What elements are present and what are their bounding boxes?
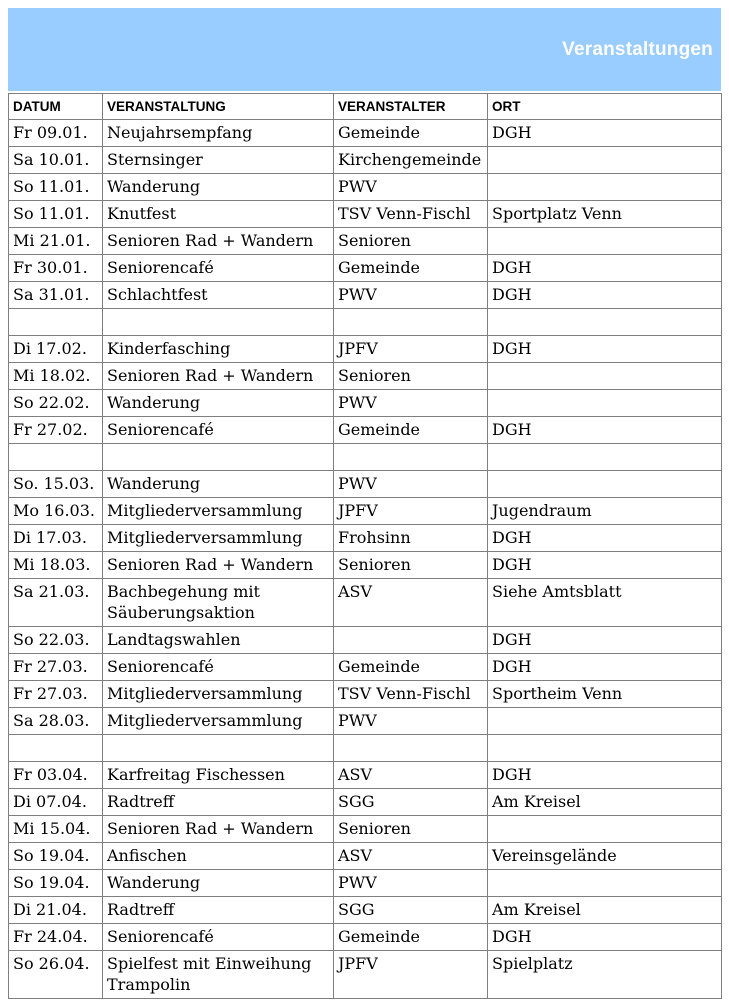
cell-ort bbox=[488, 309, 722, 336]
cell-ort: DGH bbox=[488, 627, 722, 654]
table-row bbox=[9, 228, 722, 255]
cell-ort: DGH bbox=[488, 282, 722, 309]
cell-veranstaltung: Wanderung bbox=[103, 870, 334, 897]
cell-veranstalter: JPFV bbox=[334, 336, 488, 363]
cell-veranstaltung: Mitgliederversammlung bbox=[103, 681, 334, 708]
table-row bbox=[9, 336, 722, 363]
cell-veranstaltung: Senioren Rad + Wandern bbox=[103, 363, 334, 390]
cell-datum: Sa 10.01. bbox=[9, 147, 103, 174]
table-row bbox=[9, 951, 722, 999]
cell-datum: Fr 27.02. bbox=[9, 417, 103, 444]
table-row bbox=[9, 363, 722, 390]
table-row bbox=[9, 843, 722, 870]
cell-veranstaltung: Seniorencafé bbox=[103, 654, 334, 681]
cell-veranstalter: Senioren bbox=[334, 816, 488, 843]
cell-veranstalter: Senioren bbox=[334, 228, 488, 255]
table-row bbox=[9, 924, 722, 951]
cell-veranstaltung: Kinderfasching bbox=[103, 336, 334, 363]
cell-veranstaltung: Karfreitag Fischessen bbox=[103, 762, 334, 789]
table-row bbox=[9, 579, 722, 627]
cell-veranstaltung: Schlachtfest bbox=[103, 282, 334, 309]
cell-datum: Fr 30.01. bbox=[9, 255, 103, 282]
cell-veranstaltung: Seniorencafé bbox=[103, 417, 334, 444]
cell-datum: So 11.01. bbox=[9, 174, 103, 201]
cell-veranstalter: TSV Venn-Fischl bbox=[334, 681, 488, 708]
cell-ort bbox=[488, 816, 722, 843]
cell-veranstalter: SGG bbox=[334, 897, 488, 924]
cell-datum: Sa 31.01. bbox=[9, 282, 103, 309]
table-row bbox=[9, 627, 722, 654]
cell-datum: Fr 03.04. bbox=[9, 762, 103, 789]
table-row bbox=[9, 789, 722, 816]
cell-datum: Fr 27.03. bbox=[9, 654, 103, 681]
cell-ort: Spielplatz bbox=[488, 951, 722, 999]
cell-veranstalter: Senioren bbox=[334, 363, 488, 390]
cell-veranstaltung: Landtagswahlen bbox=[103, 627, 334, 654]
table-row bbox=[9, 816, 722, 843]
cell-veranstalter: Kirchengemeinde bbox=[334, 147, 488, 174]
cell-datum: Mo 16.03. bbox=[9, 498, 103, 525]
cell-ort bbox=[488, 174, 722, 201]
cell-ort bbox=[488, 147, 722, 174]
cell-veranstalter: PWV bbox=[334, 708, 488, 735]
cell-ort bbox=[488, 228, 722, 255]
cell-veranstalter: Senioren bbox=[334, 552, 488, 579]
title-banner bbox=[8, 8, 721, 91]
cell-veranstalter bbox=[334, 735, 488, 762]
cell-ort bbox=[488, 444, 722, 471]
cell-datum: Fr 27.03. bbox=[9, 681, 103, 708]
cell-datum: Fr 09.01. bbox=[9, 120, 103, 147]
table-row bbox=[9, 390, 722, 417]
cell-ort: Sportheim Venn bbox=[488, 681, 722, 708]
cell-ort bbox=[488, 390, 722, 417]
table-row bbox=[9, 120, 722, 147]
cell-veranstalter: PWV bbox=[334, 390, 488, 417]
cell-datum: So 22.03. bbox=[9, 627, 103, 654]
cell-datum bbox=[9, 735, 103, 762]
cell-datum: Mi 15.04. bbox=[9, 816, 103, 843]
cell-veranstalter: PWV bbox=[334, 870, 488, 897]
cell-datum: So 26.04. bbox=[9, 951, 103, 999]
cell-veranstaltung: Radtreff bbox=[103, 897, 334, 924]
cell-veranstaltung: Seniorencafé bbox=[103, 255, 334, 282]
events-table-body bbox=[9, 120, 722, 999]
cell-datum bbox=[9, 444, 103, 471]
cell-datum: Di 17.03. bbox=[9, 525, 103, 552]
table-row bbox=[9, 282, 722, 309]
table-row bbox=[9, 255, 722, 282]
cell-veranstaltung: Mitgliederversammlung bbox=[103, 525, 334, 552]
cell-veranstalter: Gemeinde bbox=[334, 120, 488, 147]
cell-veranstalter: Gemeinde bbox=[334, 654, 488, 681]
table-row bbox=[9, 444, 722, 471]
cell-ort: Jugendraum bbox=[488, 498, 722, 525]
table-row bbox=[9, 525, 722, 552]
cell-datum: So 19.04. bbox=[9, 870, 103, 897]
cell-ort: Vereinsgelände bbox=[488, 843, 722, 870]
cell-veranstalter: TSV Venn-Fischl bbox=[334, 201, 488, 228]
cell-ort: DGH bbox=[488, 525, 722, 552]
cell-datum: So 11.01. bbox=[9, 201, 103, 228]
table-row bbox=[9, 498, 722, 525]
cell-veranstalter bbox=[334, 627, 488, 654]
table-row bbox=[9, 174, 722, 201]
table-row bbox=[9, 201, 722, 228]
cell-datum: Mi 18.02. bbox=[9, 363, 103, 390]
cell-veranstaltung: Seniorencafé bbox=[103, 924, 334, 951]
table-row bbox=[9, 147, 722, 174]
table-row bbox=[9, 897, 722, 924]
cell-datum: Sa 28.03. bbox=[9, 708, 103, 735]
cell-datum: So. 15.03. bbox=[9, 471, 103, 498]
cell-veranstalter: ASV bbox=[334, 843, 488, 870]
column-header-ort: ORT bbox=[488, 94, 722, 120]
cell-veranstaltung bbox=[103, 735, 334, 762]
cell-veranstaltung: Senioren Rad + Wandern bbox=[103, 228, 334, 255]
events-table bbox=[8, 93, 722, 999]
cell-veranstaltung: Spielfest mit Einweihung Trampolin bbox=[103, 951, 334, 999]
page-title: Veranstaltungen bbox=[562, 38, 713, 60]
cell-veranstalter bbox=[334, 309, 488, 336]
cell-ort: Siehe Amtsblatt bbox=[488, 579, 722, 627]
cell-veranstalter: PWV bbox=[334, 471, 488, 498]
cell-ort: DGH bbox=[488, 762, 722, 789]
cell-veranstalter: Frohsinn bbox=[334, 525, 488, 552]
cell-veranstalter: Gemeinde bbox=[334, 255, 488, 282]
header-row bbox=[9, 94, 722, 120]
cell-datum: Fr 24.04. bbox=[9, 924, 103, 951]
cell-veranstaltung: Mitgliederversammlung bbox=[103, 708, 334, 735]
cell-veranstalter: SGG bbox=[334, 789, 488, 816]
table-row bbox=[9, 870, 722, 897]
cell-datum: So 22.02. bbox=[9, 390, 103, 417]
cell-ort: DGH bbox=[488, 336, 722, 363]
column-header-datum: DATUM bbox=[9, 94, 103, 120]
cell-datum: Di 21.04. bbox=[9, 897, 103, 924]
table-row bbox=[9, 708, 722, 735]
column-header-veranstalter: VERANSTALTER bbox=[334, 94, 488, 120]
table-row bbox=[9, 735, 722, 762]
table-row bbox=[9, 471, 722, 498]
table-row bbox=[9, 417, 722, 444]
cell-veranstalter: Gemeinde bbox=[334, 924, 488, 951]
cell-ort: Am Kreisel bbox=[488, 789, 722, 816]
table-row bbox=[9, 654, 722, 681]
cell-veranstaltung: Neujahrsempfang bbox=[103, 120, 334, 147]
cell-ort bbox=[488, 471, 722, 498]
cell-ort: Am Kreisel bbox=[488, 897, 722, 924]
cell-ort: DGH bbox=[488, 552, 722, 579]
cell-veranstalter: Gemeinde bbox=[334, 417, 488, 444]
cell-veranstaltung: Radtreff bbox=[103, 789, 334, 816]
cell-veranstalter: ASV bbox=[334, 579, 488, 627]
cell-veranstalter: JPFV bbox=[334, 498, 488, 525]
cell-ort: DGH bbox=[488, 417, 722, 444]
cell-veranstalter: ASV bbox=[334, 762, 488, 789]
cell-datum: Di 17.02. bbox=[9, 336, 103, 363]
cell-datum: So 19.04. bbox=[9, 843, 103, 870]
cell-datum bbox=[9, 309, 103, 336]
cell-ort: DGH bbox=[488, 120, 722, 147]
cell-ort bbox=[488, 735, 722, 762]
cell-veranstaltung bbox=[103, 309, 334, 336]
cell-ort: DGH bbox=[488, 924, 722, 951]
cell-datum: Di 07.04. bbox=[9, 789, 103, 816]
cell-ort bbox=[488, 708, 722, 735]
cell-veranstaltung: Anfischen bbox=[103, 843, 334, 870]
column-header-veranstaltung: VERANSTALTUNG bbox=[103, 94, 334, 120]
table-row bbox=[9, 552, 722, 579]
cell-ort: DGH bbox=[488, 654, 722, 681]
cell-ort: Sportplatz Venn bbox=[488, 201, 722, 228]
cell-veranstaltung: Knutfest bbox=[103, 201, 334, 228]
cell-veranstaltung bbox=[103, 444, 334, 471]
cell-veranstalter: PWV bbox=[334, 174, 488, 201]
cell-veranstaltung: Wanderung bbox=[103, 174, 334, 201]
cell-veranstaltung: Senioren Rad + Wandern bbox=[103, 552, 334, 579]
cell-veranstaltung: Bachbegehung mit Säuberungsaktion bbox=[103, 579, 334, 627]
cell-veranstaltung: Senioren Rad + Wandern bbox=[103, 816, 334, 843]
cell-veranstalter bbox=[334, 444, 488, 471]
cell-ort bbox=[488, 363, 722, 390]
cell-ort: DGH bbox=[488, 255, 722, 282]
table-row bbox=[9, 762, 722, 789]
cell-veranstaltung: Sternsinger bbox=[103, 147, 334, 174]
cell-veranstaltung: Wanderung bbox=[103, 471, 334, 498]
cell-datum: Mi 21.01. bbox=[9, 228, 103, 255]
cell-veranstaltung: Mitgliederversammlung bbox=[103, 498, 334, 525]
cell-veranstalter: JPFV bbox=[334, 951, 488, 999]
table-row bbox=[9, 309, 722, 336]
events-table-header bbox=[9, 94, 722, 120]
table-row bbox=[9, 681, 722, 708]
cell-veranstalter: PWV bbox=[334, 282, 488, 309]
cell-datum: Mi 18.03. bbox=[9, 552, 103, 579]
cell-veranstaltung: Wanderung bbox=[103, 390, 334, 417]
cell-datum: Sa 21.03. bbox=[9, 579, 103, 627]
cell-ort bbox=[488, 870, 722, 897]
